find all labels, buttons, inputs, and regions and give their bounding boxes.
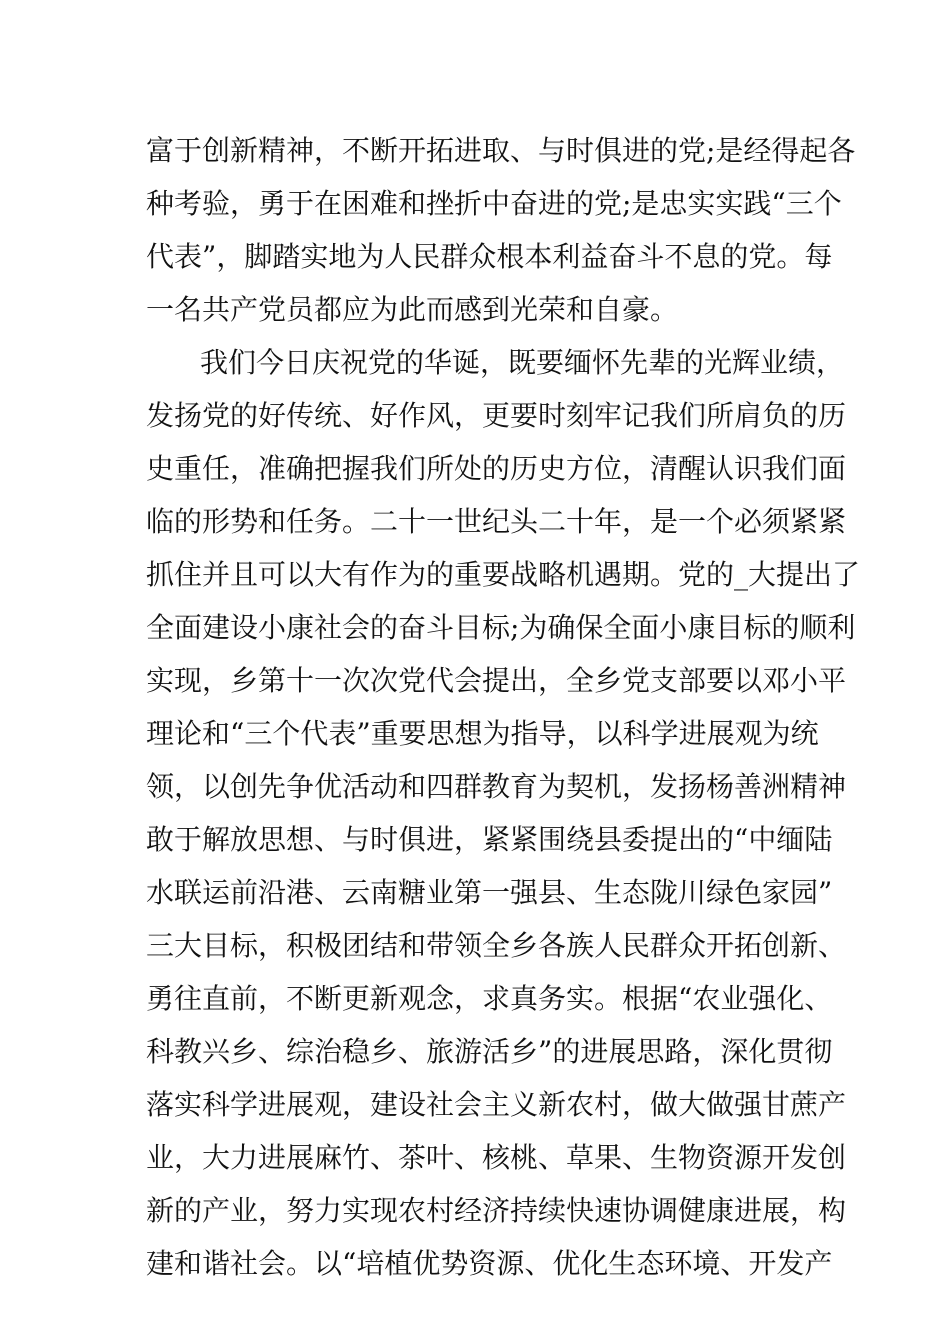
- text-line: 新的产业，努力实现农村经济持续快速协调健康进展，构: [146, 1194, 847, 1227]
- text-line: 抓住并且可以大有作为的重要战略机遇期。党的_大提出了: [146, 558, 861, 591]
- text-line: 临的形势和任务。二十一世纪头二十年，是一个必须紧紧: [146, 505, 847, 538]
- paragraph-first-line: 我们今日庆祝党的华诞，既要缅怀先辈的光辉业绩，: [200, 346, 845, 379]
- text-line: 发扬党的好传统、好作风，更要时刻牢记我们所肩负的历: [146, 399, 847, 432]
- text-line: 勇往直前，不断更新观念，求真务实。根据“农业强化、: [146, 982, 833, 1015]
- text-line: 史重任，准确把握我们所处的历史方位，清醒认识我们面: [146, 452, 847, 485]
- text-line: 实现，乡第十一次次党代会提出，全乡党支部要以邓小平: [146, 664, 847, 697]
- text-line: 三大目标，积极团结和带领全乡各族人民群众开拓创新、: [146, 929, 847, 962]
- text-line: 理论和“三个代表”重要思想为指导，以科学进展观为统: [146, 717, 819, 750]
- text-line: 水联运前沿港、云南糖业第一强县、生态陇川绿色家园”: [146, 876, 833, 909]
- text-line: 一名共产党员都应为此而感到光荣和自豪。: [146, 293, 679, 326]
- text-line: 领，以创先争优活动和四群教育为契机，发扬杨善洲精神: [146, 770, 847, 803]
- text-line: 敢于解放思想、与时俱进，紧紧围绕县委提出的“中缅陆: [146, 823, 833, 856]
- text-line: 业，大力进展麻竹、茶叶、核桃、草果、生物资源开发创: [146, 1141, 847, 1174]
- text-line: 富于创新精神，不断开拓进取、与时俱进的党;是经得起各: [146, 134, 856, 167]
- text-line: 种考验，勇于在困难和挫折中奋进的党;是忠实实践“三个: [146, 187, 842, 220]
- text-line: 落实科学进展观，建设社会主义新农村，做大做强甘蔗产: [146, 1088, 847, 1121]
- text-line: 代表”，脚踏实地为人民群众根本利益奋斗不息的党。每: [146, 240, 833, 273]
- text-line: 科教兴乡、综治稳乡、旅游活乡”的进展思路，深化贯彻: [146, 1035, 833, 1068]
- text-line: 建和谐社会。以“培植优势资源、优化生态环境、开发产: [146, 1247, 833, 1280]
- text-line: 全面建设小康社会的奋斗目标;为确保全面小康目标的顺利: [146, 611, 856, 644]
